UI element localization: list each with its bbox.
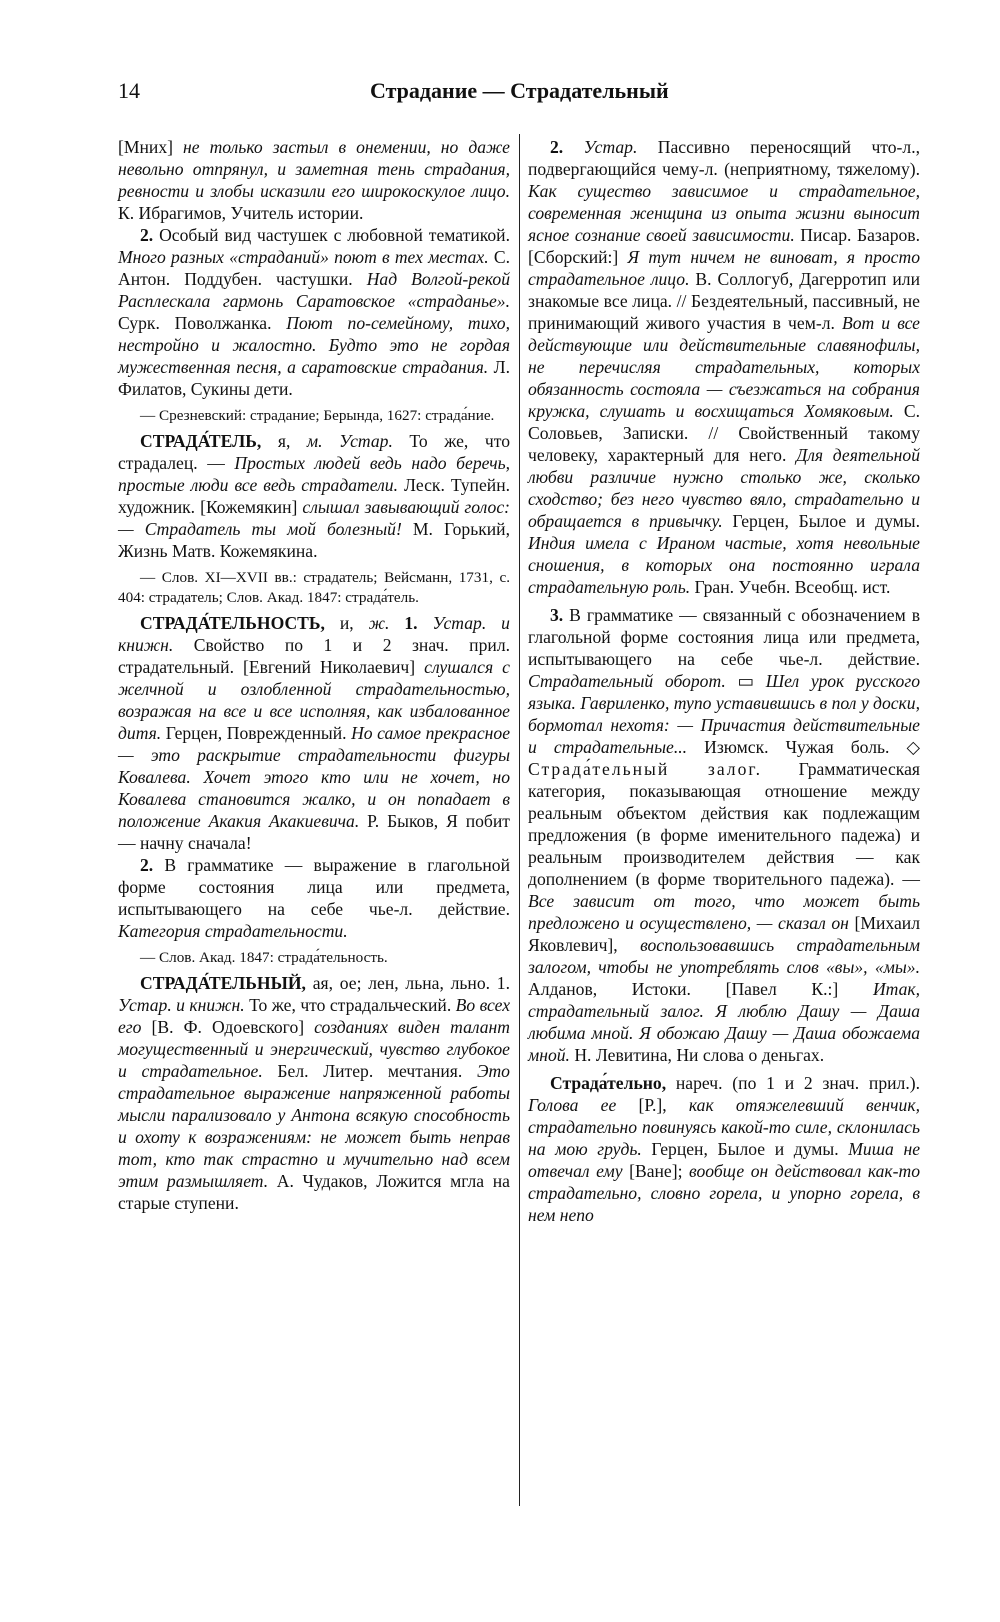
etymology-note: — Срезневский: страдание; Берында, 1627: страда́ние. bbox=[140, 407, 495, 424]
column-rule bbox=[519, 134, 520, 1506]
entry-stradatelno: Страда́тельно, нареч. (по 1 и 2 знач. прил.). Голова ее [Р.], как отяжелевший венчик, страдательно повинуясь какой-то силе, склонилась на мою грудь. Герцен, Былое и думы. Миша не отвечал ему [Ване]; вообще он действовал как-то страдательно, словно горела, и упорно горела, в нем непо bbox=[528, 1073, 920, 1225]
running-title: Страдание — Страдательный bbox=[370, 78, 669, 103]
etymology-note: — Слов. XI—XVII вв.: страдатель; Вейсманн, 1731, с. 404: страдатель; Слов. Акад. 1847: страда́тель. bbox=[118, 569, 510, 606]
etymology-note: — Слов. Акад. 1847: страда́тельность. bbox=[140, 949, 388, 966]
paragraph: [Мних] не только застыл в онемении, но даже невольно отпрянул, и заметная тень страдания, ревности и злобы исказили его широкоскулое лицо. К. Ибрагимов, Учитель истории. bbox=[118, 137, 510, 223]
paragraph: 2. Устар. Пассивно переносящий что-л., подвергающийся чему-л. (неприятному, тяжелому). Как существо зависимое и страдательное, современная женщина из опыта жизни выносит ясное сознание своей зависимости. Писар. Базаров. [Сборский:] Я тут ничем не виноват, я просто страдательное лицо. В. Соллогуб, Дагерротип или знакомые все лица. // Бездеятельный, пассивный, не принимающий живого участия в чем-л. Вот и все действующие или действительные славянофилы, не перечисляя страдательных, которых обязанность состояла — съезжаться на собрания кружка, слушать и восхищаться Хомяковым. С. Соловьев, Записки. // Свойственный такому человеку, характерный для него. Для деятельной любви различие нужно столько же, сколько сходство; без него чувство вяло, страдательно и обращается в привычку. Герцен, Былое и думы. Индия имела с Ираном частые, хотя невольные сношения, в которых она постоянно играла страдательную роль. Гран. Учебн. Всеобщ. ист. bbox=[528, 137, 921, 597]
paragraph: 2. Особый вид частушек с любовной тематикой. Много разных «страданий» поют в тех местах. С. Антон. Поддубен. частушки. Над Волгой-рекой Расплескала гармонь Саратовское «страданье». Сурк. Поволжанка. Поют по-семейному, тихо, нестройно и жалостно. Будто это не гордая мужественная песня, а саратовские страдания. Л. Филатов, Сукины дети. bbox=[118, 225, 511, 399]
paragraph: 3. В грамматике — связанный с обозначением в глагольной форме состояния лица или предмета, испытывающего на себе чье-л. действие. Страдательный оборот. ▭ Шел урок русского языка. Гавриленко, тупо уставившись в пол у доски, бормотал нехотя: — Причастия действительные и страдательные... Изюмск. Чужая боль. ◇ Страда́тельный залог. Грамматическая категория, показывающая отношение между реальным объектом действия как подлежащим предложения (в форме именительного падежа) и реальным производителем действия — как дополнением (в форме творительного падежа). — Все зависит от того, что может быть предложено и осуществлено, — сказал он [Михаил Яковлевич], воспользовавшись страдательным залогом, чтобы не употреблять слов «вы», «мы». Алданов, Истоки. [Павел К.:] Итак, страдательный залог. Я люблю Дашу — Даша любима мной. Я обожаю Дашу — Даша обожаема мной. Н. Левитина, Ни слова о деньгах. bbox=[528, 605, 921, 1065]
left-column bbox=[118, 136, 510, 1214]
entry-stradatelny: СТРАДА́ТЕЛЬНЫЙ, ая, ое; лен, льна, льно. 1. Устар. и книжн. То же, что страдальческий. Во всех его [В. Ф. Одоевского] созданиях виден талант могущественный и энергический, чувство глубокое и страдательное. Бел. Литер. мечтания. Это страдательное выражение напряженной работы мысли парализовало у Антона всякую способность и охоту к возражениям: не может быть неправ тот, кто так страстно и мучительно над всем этим размышляет. А. Чудаков, Ложится мгла на старые ступени. bbox=[118, 973, 511, 1213]
right-column bbox=[528, 136, 920, 1226]
entry-stradatelnost: СТРАДА́ТЕЛЬНОСТЬ, и, ж. 1. Устар. и книжн. Свойство по 1 и 2 знач. прил. страдательный. [Евгений Николаевич] слушался с желчной и озлобленной страдательностью, возражая на все и все исполняя, как избалованное дитя. Герцен, Поврежденный. Но самое прекрасное — это раскрытие страдательности фигуры Ковалева. Хочет этого кто или не хочет, но Ковалева становится жалко, и он попадает в положение Акакия Акакиевича. Р. Быков, Я побит — начну сначала! bbox=[118, 613, 510, 853]
entry-stradatel: СТРАДА́ТЕЛЬ, я, м. Устар. То же, что страдалец. — Простых людей ведь надо беречь, простые люди все ведь страдатели. Леск. Тупейн. художник. [Кожемякин] слышал завывающий голос: — Страдатель ты мой болезный! М. Горький, Жизнь Матв. Кожемякина. bbox=[118, 431, 511, 561]
paragraph: 2. В грамматике — выражение в глагольной форме состояния лица или предмета, испытывающего на себе чье-л. действие. Категория страдательности. bbox=[118, 855, 510, 941]
page-number: 14 bbox=[118, 78, 140, 103]
